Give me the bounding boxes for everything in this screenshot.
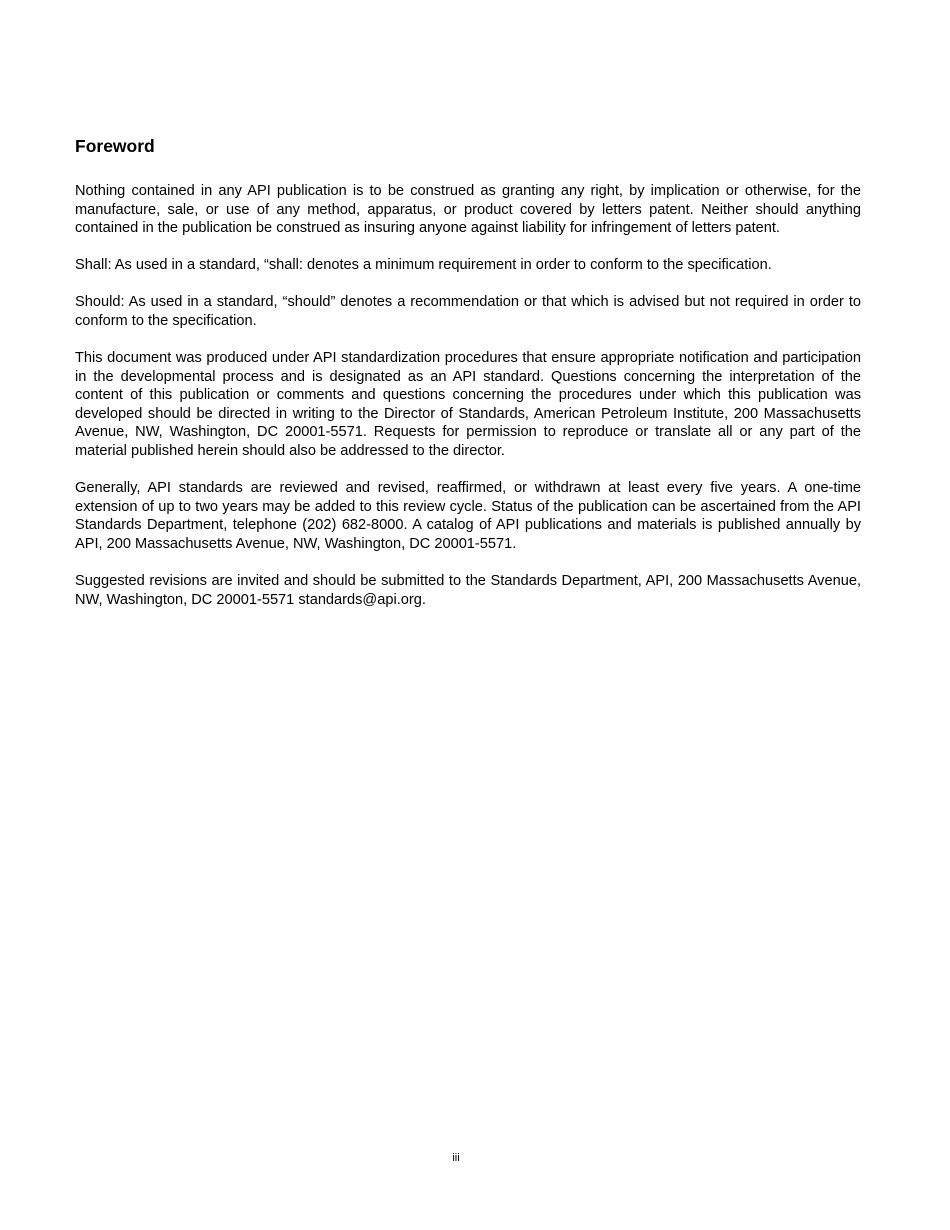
- page-number: iii: [452, 1152, 460, 1164]
- paragraph-patent-disclaimer: Nothing contained in any API publication is to be construed as granting any right, by implication or otherwise, for the manufacture, sale, or use of any method, apparatus, or product covered by letters patent. Neither should anything contained in the publication be construed as insuring anyone against liability for infringement of letters patent.: [75, 183, 861, 237]
- paragraph-should-definition: Should: As used in a standard, “should” denotes a recommendation or that which is advised but not required in order to conform to the specification.: [75, 294, 861, 329]
- paragraph-standardization-procedures: This document was produced under API standardization procedures that ensure appropriate notification and participation in the developmental process and is designated as an API standard. Questions concerning the interpretation of the content of this publication or comments and questions concerning the procedures under which this publication was developed should be directed in writing to the Director of Standards, American Petroleum Institute, 200 Massachusetts Avenue, NW, Washington, DC 20001-5571. Requests for permission to reproduce or translate all or any part of the material published herein should also be addressed to the director.: [75, 350, 861, 460]
- paragraph-shall-definition: Shall: As used in a standard, “shall: denotes a minimum requirement in order to conform to the specification.: [75, 257, 772, 274]
- foreword-body: [75, 182, 861, 628]
- paragraph-review-cycle: Generally, API standards are reviewed and revised, reaffirmed, or withdrawn at least every five years. A one-time extension of up to two years may be added to this review cycle. Status of the publication can be ascertained from the API Standards Department, telephone (202) 682-8000. A catalog of API publications and materials is published annually by API, 200 Massachusetts Avenue, NW, Washington, DC 20001-5571.: [75, 480, 861, 552]
- page-title: Foreword: [75, 136, 155, 156]
- paragraph-suggested-revisions: Suggested revisions are invited and should be submitted to the Standards Department, API, 200 Massachusetts Avenue, NW, Washington, DC 20001-5571 standards@api.org.: [75, 573, 861, 608]
